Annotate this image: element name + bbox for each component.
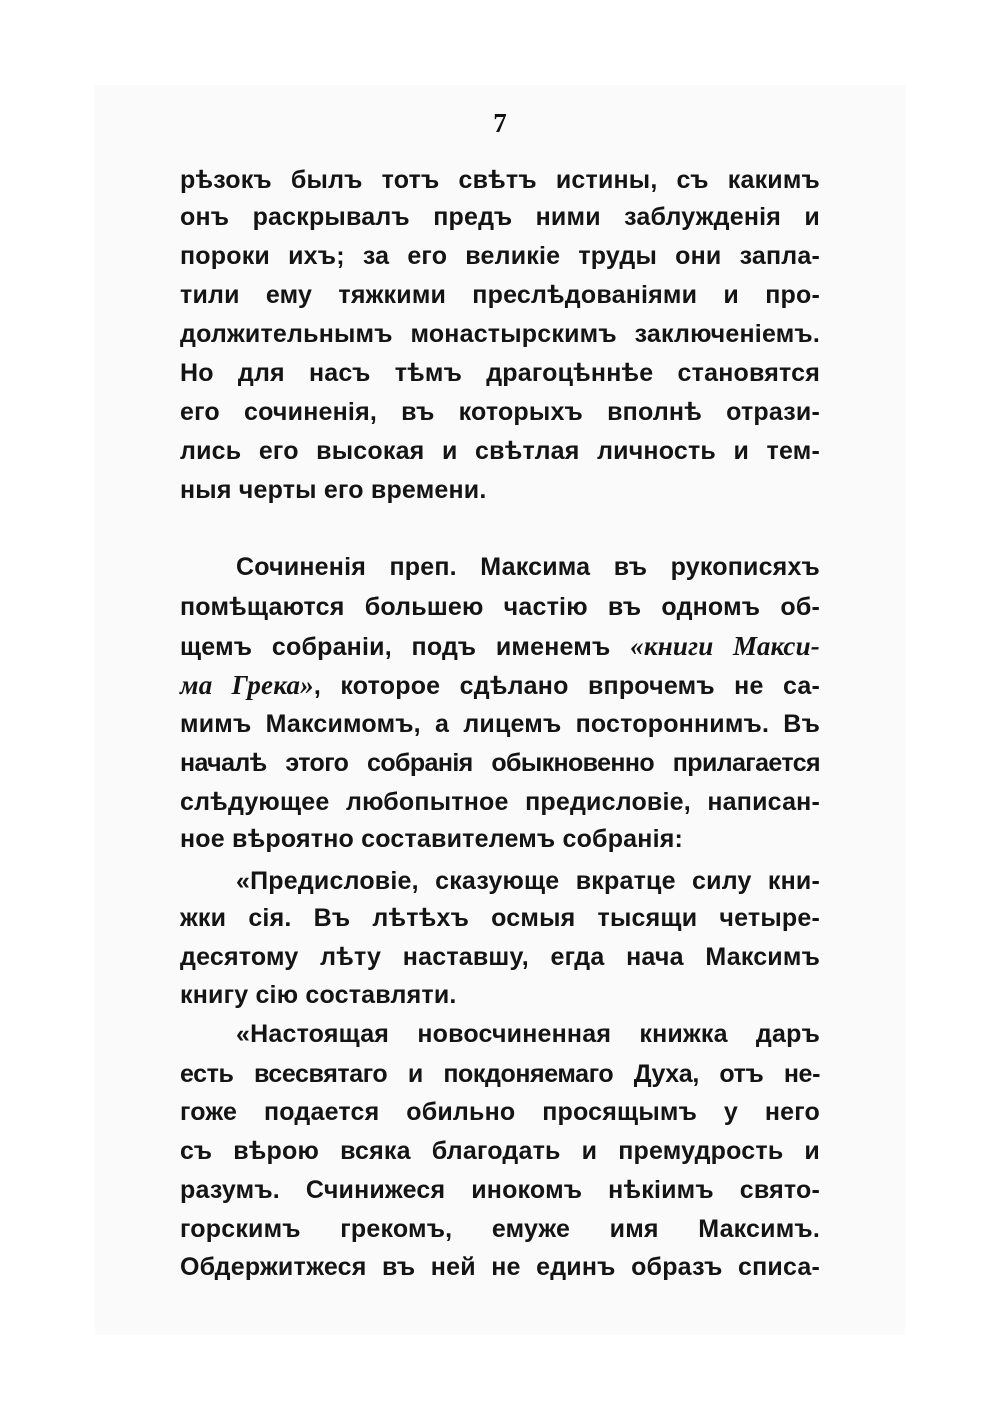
text-line: «Предисловіе, сказующе вкратце силу кни- bbox=[236, 867, 820, 895]
text-line: тили ему тяжкими преслѣдованіями и про- bbox=[180, 281, 820, 309]
text-line: его сочиненія, въ которыхъ вполнѣ отрази- bbox=[180, 398, 820, 426]
text-segment: , которое сдѣлано впрочемъ не са- bbox=[313, 672, 820, 700]
italic-book-title: ма Грека» bbox=[180, 670, 314, 700]
text-line: книгу сію составляти. bbox=[180, 981, 457, 1009]
text-line bbox=[180, 670, 820, 702]
text-line: слѣдующее любопытное предисловіе, написан- bbox=[180, 788, 820, 816]
text-line: мимъ Максимомъ, а лицемъ постороннимъ. Въ bbox=[180, 710, 820, 738]
text-line: должительнымъ монастырскимъ заключеніемъ. bbox=[180, 320, 820, 348]
text-line: «Настоящая новосчиненная книжка даръ bbox=[236, 1020, 820, 1048]
text-line: Обдержитжеся въ ней не единъ образъ списа- bbox=[180, 1253, 820, 1281]
text-line: лись его высокая и свѣтлая личность и тем- bbox=[180, 437, 820, 465]
text-line: ныя черты его времени. bbox=[180, 476, 487, 504]
text-line: есть всесвятаго и покдоняемаго Духа, отъ не- bbox=[180, 1060, 820, 1088]
text-line: Но для насъ тѣмъ драгоцѣннѣе становятся bbox=[180, 359, 820, 387]
text-line: рѣзокъ былъ тотъ свѣтъ истины, съ какимъ bbox=[180, 166, 820, 194]
text-line: пороки ихъ; за его великіе труды они запла- bbox=[180, 242, 820, 270]
text-line: началѣ этого собранія обыкновенно прилагается bbox=[180, 749, 820, 777]
text-line: гоже подается обильно просящымъ у него bbox=[180, 1098, 820, 1126]
italic-book-title: «книги Макси- bbox=[630, 631, 820, 661]
text-line: помѣщаются большею частію въ одномъ об- bbox=[180, 593, 820, 621]
text-line: горскимъ грекомъ, емуже имя Максимъ. bbox=[180, 1215, 820, 1243]
text-line: десятому лѣту наставшу, егда нача Максимъ bbox=[180, 943, 820, 971]
text-segment: щемъ собраніи, подъ именемъ bbox=[180, 633, 611, 661]
text-line: онъ раскрывалъ предъ ними заблужденія и bbox=[180, 203, 820, 231]
text-line: Сочиненія преп. Максима въ рукописяхъ bbox=[236, 553, 820, 581]
page-number: 7 bbox=[493, 108, 507, 138]
text-line bbox=[180, 631, 820, 663]
text-line: ное вѣроятно составителемъ собранія: bbox=[180, 825, 684, 853]
text-line: съ вѣрою всяка благодать и премудрость и bbox=[180, 1137, 820, 1165]
text-line: жки сія. Въ лѣтѣхъ осмыя тысящи четыре- bbox=[180, 904, 820, 932]
text-line: разумъ. Счинижеся инокомъ нѣкіимъ свято- bbox=[180, 1176, 820, 1204]
